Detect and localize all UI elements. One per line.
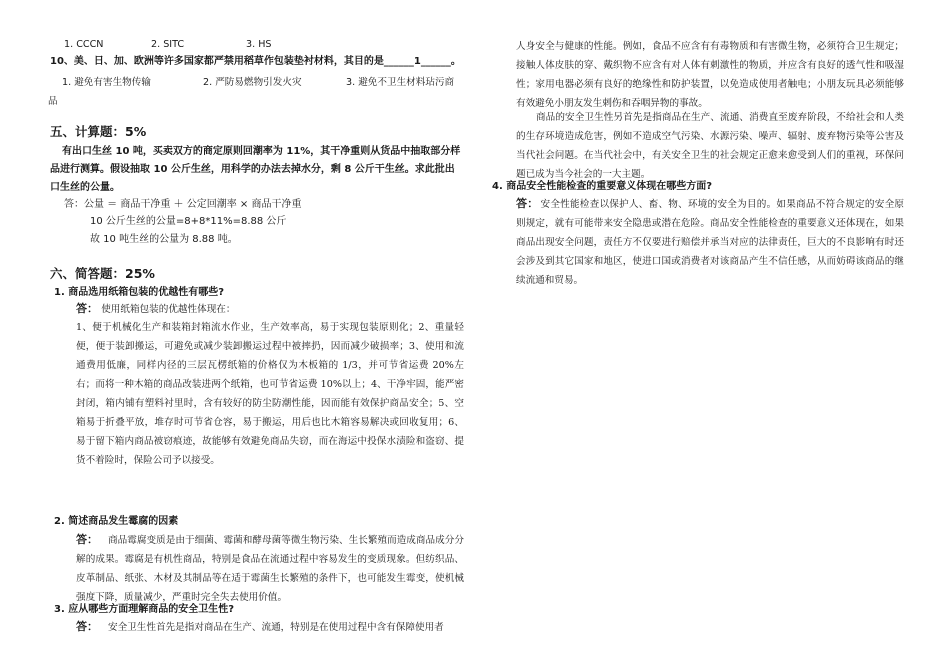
q3-answer-continued: 人身安全与健康的性能。例如，食品不应含有有毒物质和有害微生物，必须符合卫生规定；接触人体皮肤的穿、戴织物不应含有对人体有刺激性的物质，并应含有良好的透气性和吸湿性；家用电器必须有良好的绝缘性和防护装置，以免造成使用者触电；小朋友玩具必须能够有效避免小朋友发生剌伤和吞咽异物的事故。 — [516, 41, 904, 109]
q4-answer — [516, 194, 904, 290]
q2-answer — [76, 530, 464, 607]
q10-option-1: 1. 避免有害生物传输 — [62, 77, 151, 88]
q2-title: 2. 简述商品发生霉腐的因素 — [54, 516, 179, 527]
calc-answer-formula: 答：公量 ＝ 商品干净重 ＋ 公定回潮率 × 商品干净重 — [64, 199, 302, 210]
q1-answer-intro: 使用纸箱包装的优越性体现在： — [101, 304, 236, 315]
q1-answer-body: 1、便于机械化生产和装箱封箱流水作业，生产效率高，易于实现包装原则化；2、重量轻便，便于装卸搬运，可避免或减少装卸搬运过程中被摔扔，因而减少破损率；3、使用和流通费用低廉，同样内径的三层瓦楞纸箱的价格仅为木板箱的 1/3，并可节省运费 20%左右；而将一种木箱的商品改装进两个纸箱，也可节省运费 10%以上；4、干净牢固，能严密封闭，箱内铺有塑料衬里时，含有较好的防尘防潮性能，因而能有效保护商品安全；5、空箱易于折叠平放，堆存时可节省仓容，易于搬运，用后也比木箱容易解决或回收复用；6、易于留下箱内商品被窃痕迹，故能够有效避免商品失窃，而在海运中投保水渍险和盗窃、提货不着险时，保险公司予以接受。 — [76, 322, 464, 466]
q2-answer-label: 答： — [76, 533, 99, 546]
q3-answer-paragraph-2: 商品的安全卫生性另首先是指商品在生产、流通、消费直至废弃阶段，不给社会和人类的生存环境造成危害，例如不造成空气污染、水源污染、噪声、辐射、废弃物污染等公害及当代社会问题。在当代社会中，有关安全卫生的社会规定正愈来愈受到人们的重视，环保问题已成为当今社会的一大主题。 — [516, 112, 904, 180]
q10-question: 10、美、日、加、欧洲等许多国家都严禁用稻草作包装垫衬材料，其目的是______1______。 — [50, 56, 461, 67]
q3-title: 3. 应从哪些方面理解商品的安全卫生性? — [54, 604, 235, 615]
q10-option-2: 2. 严防易燃物引发火灾 — [203, 77, 302, 88]
q1-answer-label: 答： — [76, 302, 98, 315]
calc-problem-line-1: 有出口生丝 10 吨，买卖双方的商定原则回潮率为 11%，其干净重则从货品中抽取部分样 — [62, 146, 461, 157]
q10-option-3-wrap: 品 — [48, 96, 58, 107]
calc-answer-result: 故 10 吨生丝的公量为 8.88 吨。 — [90, 234, 238, 245]
q3-answer-label: 答： — [76, 620, 98, 633]
q9-option-1: 1. CCCN — [64, 39, 104, 50]
q9-option-2: 2. SITC — [151, 39, 185, 50]
q9-option-3: 3. HS — [246, 39, 272, 50]
q4-answer-label: 答： — [516, 197, 539, 210]
q4-title: 4. 商品安全性能检查的重要意义体现在哪些方面? — [492, 181, 713, 192]
q10-option-3: 3. 避免不卫生材料玷污商 — [346, 77, 455, 88]
q2-answer-body: 商品霉腐变质是由于细菌、霉菌和酵母菌等微生物污染、生长繁殖而造成商品成分分解的成果。霉腐是有机性商品，特别是食品在流通过程中容易发生的变质现象。但纺织品、皮革制品、纸张、木材及其制品等在适于霉菌生长繁殖的条件下，也可能发生霉变，使机械强度下降，质量减少，严重时完全失去使用价值。 — [76, 535, 465, 603]
calc-answer-step: 10 公斤生丝的公量=8+8*11%=8.88 公斤 — [90, 216, 287, 227]
q4-answer-body: 安全性能检查以保护人、畜、物、环境的安全为目的。如果商品不符合规定的安全原则规定，就有可能带来安全隐患或潜在危险。商品安全性能检查的重要意义还体现在，如果商品出现安全问题，责任方不仅要进行赔偿并承当对应的法律责任，巨大的不良影响有时还会涉及到其它国家和地区，使进口国或消费者对该商品产生不信任感，从而妨碍该商品的继续流通和贸易。 — [516, 199, 905, 286]
calc-problem-line-2: 品进行测算。假设抽取 10 公斤生丝，用科学的办法去掉水分，剩 8 公斤干生丝。求此批出 — [50, 164, 455, 175]
calc-problem-line-3: 口生丝的公量。 — [50, 182, 120, 193]
section-5-title: 五、计算题：5% — [50, 124, 147, 139]
section-6-title: 六、简答题：25% — [50, 266, 155, 281]
q3-answer-start: 安全卫生性首先是指对商品在生产、流通，特别是在使用过程中含有保障使用者 — [108, 622, 444, 633]
q1-title: 1. 商品选用纸箱包装的优越性有哪些? — [54, 287, 225, 298]
